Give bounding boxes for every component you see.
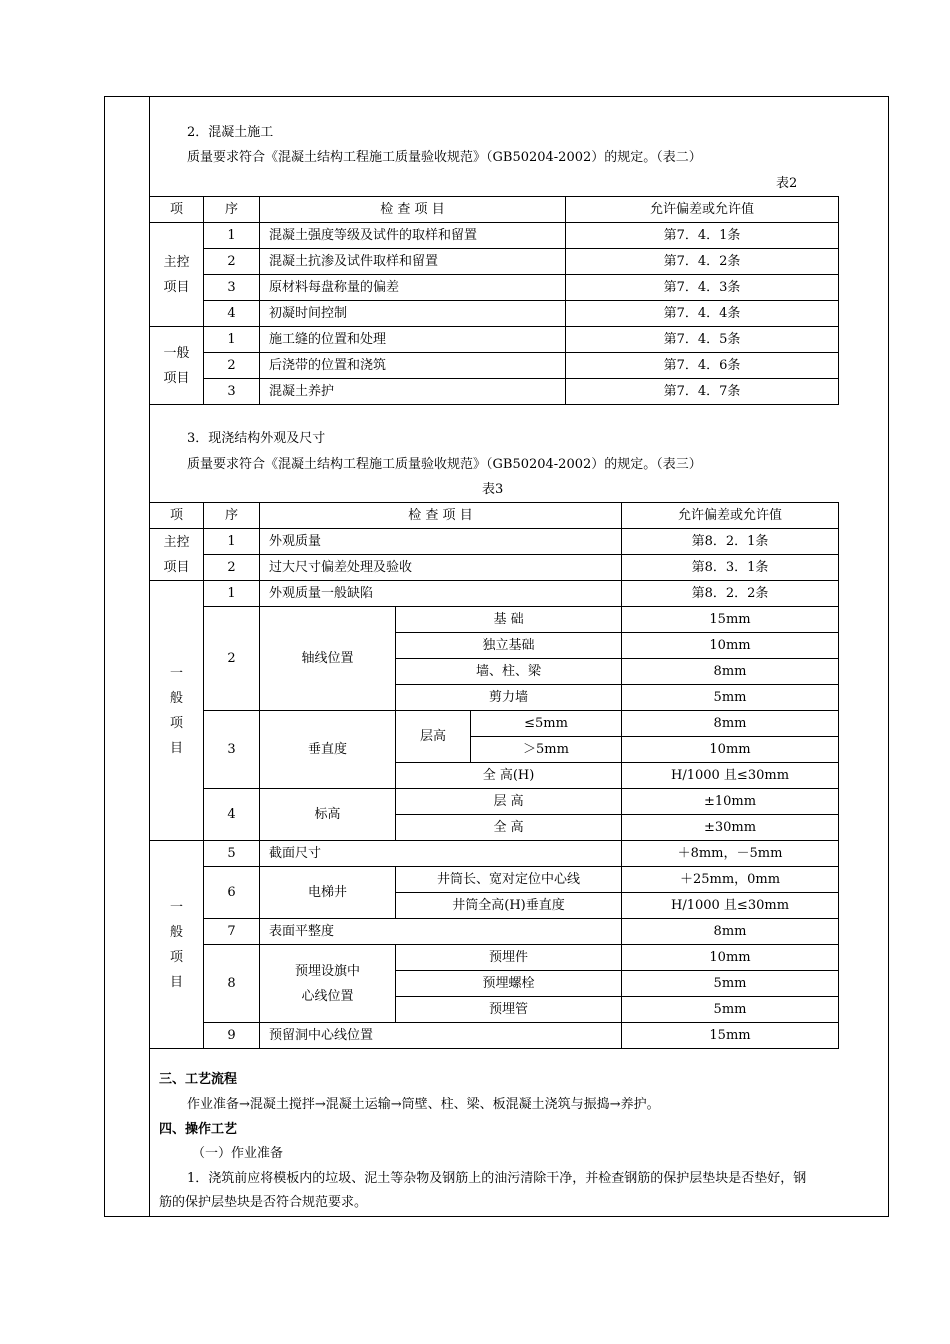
seq-cell: 1 [204, 223, 260, 249]
value-cell: 15mm [622, 607, 839, 633]
table-row [150, 379, 839, 405]
sub-item-cell: 预埋管 [396, 997, 622, 1023]
seq-cell: 7 [204, 919, 260, 945]
seq-cell: 2 [204, 607, 260, 711]
table-row [150, 275, 839, 301]
item-cell: 过大尺寸偏差处理及验收 [260, 555, 622, 581]
item-cell: 垂直度 [260, 711, 396, 789]
s3-heading: 3．现浇结构外观及尺寸 [187, 431, 326, 446]
sub-item-cell: 层 高 [396, 789, 622, 815]
item-cell: 外观质量一般缺陷 [260, 581, 622, 607]
item-cell: 预留洞中心线位置 [260, 1023, 622, 1049]
table-row [150, 945, 839, 971]
section-3-body: 作业准备→混凝土搅拌→混凝土运输→筒壁、柱、梁、板混凝土浇筑与振捣→养护。 [187, 1097, 660, 1112]
item-cell: 表面平整度 [260, 919, 622, 945]
value-cell: 5mm [622, 997, 839, 1023]
seq-cell: 8 [204, 945, 260, 1023]
col-header: 检 查 项 目 [260, 197, 566, 223]
group-general: 一 般 项 目 [150, 841, 204, 1049]
value-cell: 第7．4．3条 [566, 275, 839, 301]
item-cell: 混凝土强度等级及试件的取样和留置 [260, 223, 566, 249]
table-header [150, 197, 839, 223]
table-row [150, 711, 839, 737]
seq-cell: 6 [204, 867, 260, 919]
item-cell: 混凝土抗渗及试件取样和留置 [260, 249, 566, 275]
table-row [150, 249, 839, 275]
col-header: 检 查 项 目 [260, 503, 622, 529]
sub-item-cell: 预埋螺栓 [396, 971, 622, 997]
value-cell: ±10mm [622, 789, 839, 815]
seq-cell: 1 [204, 327, 260, 353]
value-cell: 10mm [622, 737, 839, 763]
seq-cell: 2 [204, 249, 260, 275]
seq-cell: 4 [204, 789, 260, 841]
item-cell: 初凝时间控制 [260, 301, 566, 327]
sub-item-cell: ＞5mm [471, 737, 622, 763]
sub-item-cell: ≤5mm [471, 711, 622, 737]
s2-note: 质量要求符合《混凝土结构工程施工质量验收规范》（GB50204-2002）的规定。（表二） [187, 150, 702, 165]
value-cell: 10mm [622, 633, 839, 659]
seq-cell: 3 [204, 379, 260, 405]
value-cell: 第7．4．7条 [566, 379, 839, 405]
seq-cell: 5 [204, 841, 260, 867]
sub-item-cell: 井筒长、宽对定位中心线 [396, 867, 622, 893]
col-header: 项 [150, 503, 204, 529]
seq-cell: 3 [204, 275, 260, 301]
table-row [150, 223, 839, 249]
s2-heading: 2．混凝土施工 [187, 125, 274, 140]
item-cell [260, 945, 396, 1023]
sub-item-cell: 基 础 [396, 607, 622, 633]
section-3-title: 三、工艺流程 [159, 1072, 238, 1087]
item-cell: 原材料每盘称量的偏差 [260, 275, 566, 301]
sub-item-cell: 独立基础 [396, 633, 622, 659]
seq-cell: 4 [204, 301, 260, 327]
table-row [150, 327, 839, 353]
floor-height-cell: 层高 [396, 711, 471, 763]
value-cell: 第7．4．5条 [566, 327, 839, 353]
value-cell: 第7．4．1条 [566, 223, 839, 249]
table-row [150, 529, 839, 555]
value-cell: 第7．4．6条 [566, 353, 839, 379]
table-row [150, 555, 839, 581]
seq-cell: 2 [204, 555, 260, 581]
value-cell: ±30mm [622, 815, 839, 841]
value-cell: 第7．4．2条 [566, 249, 839, 275]
group-main-control: 主控 项目 [150, 529, 204, 581]
table-row [150, 353, 839, 379]
sub-item-cell: 墙、柱、梁 [396, 659, 622, 685]
item-cell: 后浇带的位置和浇筑 [260, 353, 566, 379]
item-cell: 外观质量 [260, 529, 622, 555]
table-row [150, 607, 839, 633]
sub-item-cell: 剪力墙 [396, 685, 622, 711]
seq-cell: 2 [204, 353, 260, 379]
col-header: 项 [150, 197, 204, 223]
col-header: 允许偏差或允许值 [622, 503, 839, 529]
table-3 [149, 502, 839, 1049]
sub-item-cell: 预埋件 [396, 945, 622, 971]
seq-cell: 1 [204, 529, 260, 555]
value-cell: 15mm [622, 1023, 839, 1049]
value-cell: 10mm [622, 945, 839, 971]
s3-caption: 表3 [482, 482, 504, 497]
value-cell: H/1000 且≤30mm [622, 763, 839, 789]
table-row [150, 1023, 839, 1049]
col-header: 允许偏差或允许值 [566, 197, 839, 223]
section-4-para-line2: 筋的保护层垫块是否符合规范要求。 [159, 1195, 368, 1210]
value-cell: 第8．2．1条 [622, 529, 839, 555]
table-row [150, 789, 839, 815]
value-cell: 第8．3．1条 [622, 555, 839, 581]
item-cell: 混凝土养护 [260, 379, 566, 405]
item-line: 预埋设旗中 [294, 963, 360, 979]
seq-cell: 3 [204, 711, 260, 789]
sub-item-cell: 全 高(H) [396, 763, 622, 789]
value-cell: 8mm [622, 711, 839, 737]
value-cell: 5mm [622, 971, 839, 997]
value-cell: 第8．2．2条 [622, 581, 839, 607]
section-4-title: 四、操作工艺 [159, 1122, 238, 1137]
table-row [150, 581, 839, 607]
item-cell: 截面尺寸 [260, 841, 622, 867]
sub-item-cell: 井筒全高(H)垂直度 [396, 893, 622, 919]
col-header: 序 [204, 197, 260, 223]
sub-item-cell: 全 高 [396, 815, 622, 841]
item-cell: 轴线位置 [260, 607, 396, 711]
value-cell: 第7．4．4条 [566, 301, 839, 327]
table-row [150, 841, 839, 867]
col-header: 序 [204, 503, 260, 529]
table-2 [149, 196, 839, 405]
value-cell: ＋25mm，0mm [622, 867, 839, 893]
item-cell: 标高 [260, 789, 396, 841]
seq-cell: 9 [204, 1023, 260, 1049]
item-cell: 施工缝的位置和处理 [260, 327, 566, 353]
group-main-control: 主控 项目 [150, 223, 204, 327]
value-cell: ＋8mm，－5mm [622, 841, 839, 867]
table-header [150, 503, 839, 529]
value-cell: H/1000 且≤30mm [622, 893, 839, 919]
section-4-sub: （一）作业准备 [192, 1146, 284, 1161]
value-cell: 8mm [622, 659, 839, 685]
s3-note: 质量要求符合《混凝土结构工程施工质量验收规范》（GB50204-2002）的规定。（表三） [187, 457, 702, 472]
section-4-para-line1: 1．浇筑前应将模板内的垃圾、泥土等杂物及钢筋上的油污清除干净，并检查钢筋的保护层垫块是否垫好，钢 [187, 1171, 807, 1186]
s2-caption: 表2 [776, 176, 798, 191]
table-row [150, 919, 839, 945]
table-row [150, 301, 839, 327]
item-line: 心线位置 [301, 988, 354, 1004]
table-row [150, 867, 839, 893]
item-cell: 电梯井 [260, 867, 396, 919]
group-general: 一 般 项 目 [150, 581, 204, 841]
seq-cell: 1 [204, 581, 260, 607]
value-cell: 8mm [622, 919, 839, 945]
group-general: 一般 项目 [150, 327, 204, 405]
value-cell: 5mm [622, 685, 839, 711]
